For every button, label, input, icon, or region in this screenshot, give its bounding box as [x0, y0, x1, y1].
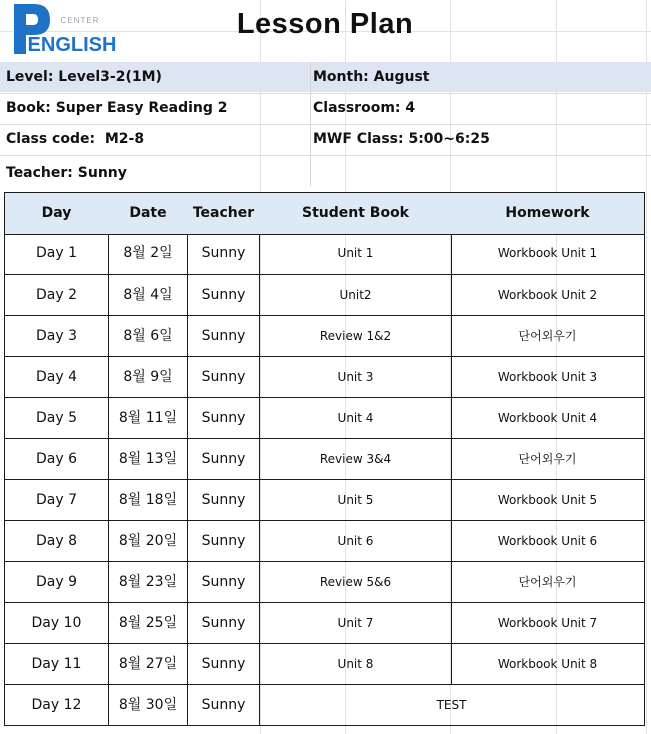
cell-date: 8월 4일	[123, 287, 173, 303]
cell-date: 8월 27일	[118, 656, 178, 672]
cell-day: Day 7	[35, 492, 77, 508]
cell-day: Day 1	[35, 245, 77, 261]
cell-student-book: Unit 5	[337, 493, 374, 507]
table-row	[5, 643, 644, 684]
month-label: Month: August	[313, 69, 430, 85]
cell-date: 8월 30일	[118, 697, 178, 713]
cell-student-book: Review 1&2	[319, 329, 392, 343]
table-row	[5, 602, 644, 643]
cell-teacher: Sunny	[201, 533, 246, 549]
cell-day: Day 4	[35, 369, 77, 385]
cell-teacher: Sunny	[201, 369, 246, 385]
cell-homework: 단어외우기	[518, 452, 577, 466]
cell-teacher: Sunny	[201, 328, 246, 344]
table-row	[5, 684, 644, 725]
table-row	[5, 438, 644, 479]
cell-teacher: Sunny	[201, 451, 246, 467]
table-row	[5, 561, 644, 602]
cell-day: Day 3	[35, 328, 77, 344]
cell-student-book: Unit 8	[337, 657, 374, 671]
cell-date: 8월 23일	[118, 574, 178, 590]
cell-day: Day 2	[35, 287, 77, 303]
table-row	[5, 233, 644, 274]
table-header	[5, 193, 644, 235]
cell-student-book: Unit 1	[337, 246, 374, 260]
cell-homework: Workbook Unit 2	[497, 288, 598, 302]
header-date: Date	[129, 205, 167, 221]
cell-teacher: Sunny	[201, 287, 246, 303]
cell-homework: Workbook Unit 3	[497, 370, 598, 384]
cell-student-book: Unit 3	[337, 370, 374, 384]
table-row	[5, 315, 644, 356]
cell-student-book: Unit 7	[337, 616, 374, 630]
cell-student-book: Unit 4	[337, 411, 374, 425]
level-label: Level: Level3-2(1M)	[6, 69, 162, 85]
mwf-class-label: MWF Class: 5:00~6:25	[313, 131, 490, 147]
logo-tagline: CENTER	[60, 16, 100, 25]
info-row-level	[0, 62, 651, 92]
cell-merged: TEST	[436, 698, 467, 712]
cell-day: Day 12	[31, 697, 82, 713]
cell-teacher: Sunny	[201, 697, 246, 713]
cell-teacher: Sunny	[201, 245, 246, 261]
cell-day: Day 5	[35, 410, 77, 426]
info-row-class	[0, 124, 651, 154]
page-title: Lesson Plan	[236, 8, 414, 40]
class-code-label: Class code: M2-8	[6, 131, 145, 147]
cell-date: 8월 11일	[118, 410, 178, 426]
cell-homework: Workbook Unit 4	[497, 411, 598, 425]
cell-day: Day 6	[35, 451, 77, 467]
cell-homework: 단어외우기	[518, 575, 577, 589]
cell-date: 8월 20일	[118, 533, 178, 549]
classroom-label: Classroom: 4	[313, 100, 416, 116]
brand-logo	[6, 0, 118, 58]
table-row	[5, 356, 644, 397]
logo-brand: ENGLISH	[27, 34, 117, 56]
cell-day: Day 10	[31, 615, 82, 631]
header-student-book: Student Book	[301, 205, 409, 221]
lesson-table	[4, 192, 645, 726]
cell-teacher: Sunny	[201, 410, 246, 426]
info-row-book	[0, 93, 651, 123]
cell-date: 8월 13일	[118, 451, 178, 467]
header-day: Day	[41, 205, 72, 221]
cell-date: 8월 18일	[118, 492, 178, 508]
header-teacher: Teacher	[192, 205, 255, 221]
info-row-teacher	[0, 158, 651, 188]
header-homework: Homework	[505, 205, 590, 221]
cell-homework: Workbook Unit 5	[497, 493, 598, 507]
cell-student-book: Review 5&6	[319, 575, 392, 589]
cell-day: Day 8	[35, 533, 77, 549]
table-row	[5, 397, 644, 438]
cell-date: 8월 6일	[123, 328, 173, 344]
cell-student-book: Unit2	[339, 288, 372, 302]
table-row	[5, 274, 644, 315]
table-row	[5, 520, 644, 561]
cell-teacher: Sunny	[201, 574, 246, 590]
cell-date: 8월 9일	[123, 369, 173, 385]
book-label: Book: Super Easy Reading 2	[6, 100, 228, 116]
cell-homework: Workbook Unit 1	[497, 246, 598, 260]
cell-date: 8월 2일	[123, 245, 173, 261]
cell-day: Day 9	[35, 574, 77, 590]
cell-student-book: Unit 6	[337, 534, 374, 548]
cell-student-book: Review 3&4	[319, 452, 392, 466]
cell-day: Day 11	[31, 656, 82, 672]
cell-homework: 단어외우기	[518, 329, 577, 343]
cell-homework: Workbook Unit 7	[497, 616, 598, 630]
cell-homework: Workbook Unit 8	[497, 657, 598, 671]
cell-teacher: Sunny	[201, 656, 246, 672]
cell-teacher: Sunny	[201, 615, 246, 631]
cell-date: 8월 25일	[118, 615, 178, 631]
teacher-label: Teacher: Sunny	[6, 165, 127, 181]
cell-homework: Workbook Unit 6	[497, 534, 598, 548]
cell-teacher: Sunny	[201, 492, 246, 508]
table-row	[5, 479, 644, 520]
